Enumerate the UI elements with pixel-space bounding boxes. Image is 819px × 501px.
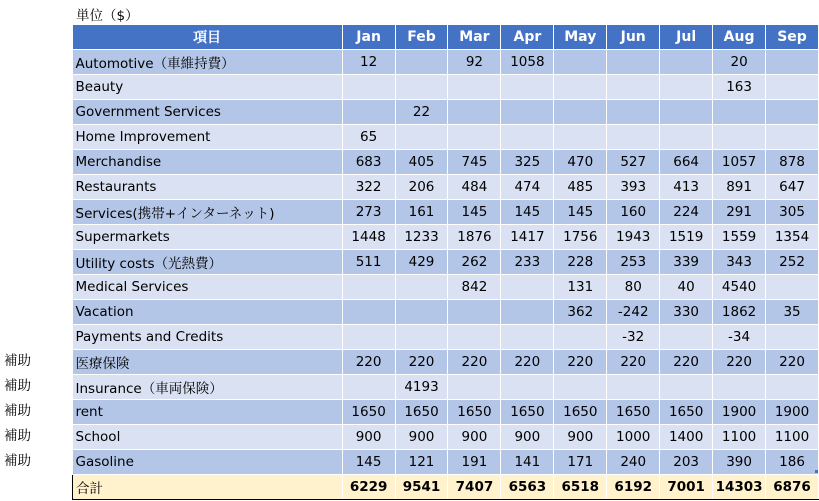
value-cell[interactable] [395,125,448,150]
value-cell[interactable]: 80 [607,275,660,300]
total-row [73,475,819,500]
value-cell[interactable]: 220 [766,350,819,375]
value-cell[interactable] [448,75,501,100]
side-label: 補助 [4,403,31,419]
value-cell[interactable] [342,325,395,350]
value-cell[interactable]: 228 [554,250,607,275]
value-cell[interactable]: 161 [395,200,448,225]
value-cell[interactable]: 1756 [554,225,607,250]
table-row [73,200,819,225]
row-label[interactable]: Insurance（車両保険） [73,375,343,400]
value-cell[interactable] [607,75,660,100]
value-cell[interactable]: 1876 [448,225,501,250]
value-cell[interactable]: 220 [554,350,607,375]
value-cell[interactable]: 474 [501,175,554,200]
value-cell[interactable]: 900 [448,425,501,450]
value-cell[interactable]: 405 [395,150,448,175]
value-cell[interactable]: 220 [501,350,554,375]
value-cell[interactable]: 390 [713,450,766,475]
total-cell[interactable]: 6518 [554,475,607,500]
value-cell[interactable]: 163 [713,75,766,100]
table-row [73,325,819,350]
value-cell[interactable]: 186 [766,450,819,475]
value-cell[interactable]: 1559 [713,225,766,250]
value-cell[interactable]: 1417 [501,225,554,250]
value-cell[interactable] [501,125,554,150]
value-cell[interactable]: 1862 [713,300,766,325]
value-cell[interactable]: 1943 [607,225,660,250]
side-label: 補助 [4,453,31,469]
value-cell[interactable]: 1650 [554,400,607,425]
value-cell[interactable]: 262 [448,250,501,275]
value-cell[interactable] [660,50,713,75]
value-cell[interactable]: 145 [342,450,395,475]
row-label[interactable]: Medical Services [73,275,343,300]
value-cell[interactable]: 92 [448,50,501,75]
total-cell[interactable]: 6563 [501,475,554,500]
value-cell[interactable] [766,325,819,350]
value-cell[interactable]: 1650 [448,400,501,425]
header-cell[interactable]: May [554,25,607,50]
value-cell[interactable] [395,325,448,350]
value-cell[interactable]: 4193 [395,375,448,400]
value-cell[interactable]: 842 [448,275,501,300]
value-cell[interactable]: 145 [448,200,501,225]
header-cell[interactable]: Jun [607,25,660,50]
row-label[interactable]: Supermarkets [73,225,343,250]
value-cell[interactable]: 141 [501,450,554,475]
value-cell[interactable] [607,375,660,400]
value-cell[interactable]: 220 [448,350,501,375]
row-label[interactable]: Automotive（車維持費） [73,50,343,75]
value-cell[interactable] [448,325,501,350]
value-cell[interactable]: 220 [713,350,766,375]
row-label[interactable]: Vacation [73,300,343,325]
header-cell[interactable]: Aug [713,25,766,50]
value-cell[interactable] [766,100,819,125]
value-cell[interactable]: 65 [342,125,395,150]
value-cell[interactable]: 40 [660,275,713,300]
value-cell[interactable]: 1058 [501,50,554,75]
side-label: 補助 [4,353,31,369]
value-cell[interactable] [554,375,607,400]
value-cell[interactable] [660,375,713,400]
value-cell[interactable]: 683 [342,150,395,175]
value-cell[interactable]: 131 [554,275,607,300]
header-row [73,25,819,50]
value-cell[interactable] [607,100,660,125]
value-cell[interactable]: 900 [554,425,607,450]
value-cell[interactable] [554,100,607,125]
header-cell[interactable]: Apr [501,25,554,50]
value-cell[interactable]: 330 [660,300,713,325]
total-cell[interactable]: 6876 [766,475,819,500]
value-cell[interactable] [501,75,554,100]
value-cell[interactable]: 305 [766,200,819,225]
value-cell[interactable] [660,100,713,125]
value-cell[interactable] [607,125,660,150]
value-cell[interactable] [607,50,660,75]
value-cell[interactable]: 900 [501,425,554,450]
value-cell[interactable]: 511 [342,250,395,275]
value-cell[interactable]: 1519 [660,225,713,250]
value-cell[interactable]: 220 [607,350,660,375]
table-row [73,75,819,100]
value-cell[interactable]: 171 [554,450,607,475]
total-cell[interactable]: 9541 [395,475,448,500]
side-label: 補助 [4,428,31,444]
value-cell[interactable] [766,125,819,150]
header-cell[interactable]: 項目 [73,25,343,50]
value-cell[interactable]: 252 [766,250,819,275]
row-label[interactable]: Beauty [73,75,343,100]
header-cell[interactable]: Mar [448,25,501,50]
value-cell[interactable] [660,125,713,150]
value-cell[interactable] [501,100,554,125]
value-cell[interactable]: 12 [342,50,395,75]
value-cell[interactable] [448,125,501,150]
value-cell[interactable]: 253 [607,250,660,275]
value-cell[interactable]: 1650 [501,400,554,425]
row-label[interactable]: Utility costs（光熱費） [73,250,343,275]
value-cell[interactable]: 1900 [766,400,819,425]
value-cell[interactable] [713,100,766,125]
value-cell[interactable]: 1650 [395,400,448,425]
autofill-handle[interactable] [815,470,818,473]
total-cell[interactable]: 7001 [660,475,713,500]
value-cell[interactable] [501,325,554,350]
value-cell[interactable] [448,375,501,400]
value-cell[interactable] [554,125,607,150]
value-cell[interactable]: 1448 [342,225,395,250]
header-cell[interactable]: Jul [660,25,713,50]
expense-table [72,25,819,500]
value-cell[interactable] [395,50,448,75]
table-row [73,125,819,150]
row-label[interactable]: Payments and Credits [73,325,343,350]
table-row [73,350,819,375]
value-cell[interactable] [395,275,448,300]
value-cell[interactable]: 1100 [713,425,766,450]
value-cell[interactable]: 1650 [607,400,660,425]
value-cell[interactable]: 291 [713,200,766,225]
row-label[interactable]: Government Services [73,100,343,125]
value-cell[interactable] [766,375,819,400]
table-row [73,375,819,400]
row-label[interactable]: Restaurants [73,175,343,200]
value-cell[interactable]: 1900 [713,400,766,425]
value-cell[interactable]: 878 [766,150,819,175]
value-cell[interactable]: 647 [766,175,819,200]
value-cell[interactable] [660,75,713,100]
table-row [73,300,819,325]
value-cell[interactable] [448,300,501,325]
total-cell[interactable]: 6192 [607,475,660,500]
value-cell[interactable] [501,275,554,300]
value-cell[interactable]: 343 [713,250,766,275]
value-cell[interactable]: 1057 [713,150,766,175]
row-label[interactable]: Home Improvement [73,125,343,150]
value-cell[interactable]: 1400 [660,425,713,450]
table-row [73,275,819,300]
value-cell[interactable] [342,100,395,125]
value-cell[interactable]: 20 [713,50,766,75]
total-cell[interactable]: 6229 [342,475,395,500]
value-cell[interactable] [554,50,607,75]
value-cell[interactable] [766,75,819,100]
row-label[interactable]: 医療保険 [73,350,343,375]
value-cell[interactable] [395,75,448,100]
value-cell[interactable] [448,100,501,125]
value-cell[interactable]: 224 [660,200,713,225]
table-row [73,50,819,75]
value-cell[interactable]: 273 [342,200,395,225]
value-cell[interactable]: 203 [660,450,713,475]
value-cell[interactable]: 1650 [342,400,395,425]
row-label[interactable]: rent [73,400,343,425]
value-cell[interactable]: 322 [342,175,395,200]
value-cell[interactable]: -32 [607,325,660,350]
value-cell[interactable] [342,275,395,300]
value-cell[interactable]: 362 [554,300,607,325]
side-labels [0,349,70,474]
row-label[interactable]: Gasoline [73,450,343,475]
value-cell[interactable] [713,125,766,150]
row-label[interactable]: Services(携帯+インターネット) [73,200,343,225]
value-cell[interactable]: 206 [395,175,448,200]
total-label[interactable]: 合計 [73,475,343,500]
value-cell[interactable]: 191 [448,450,501,475]
value-cell[interactable]: 233 [501,250,554,275]
table-row [73,225,819,250]
value-cell[interactable]: 220 [395,350,448,375]
value-cell[interactable]: 4540 [713,275,766,300]
value-cell[interactable]: 664 [660,150,713,175]
value-cell[interactable]: 429 [395,250,448,275]
value-cell[interactable]: 1354 [766,225,819,250]
value-cell[interactable]: 1100 [766,425,819,450]
value-cell[interactable] [342,75,395,100]
value-cell[interactable]: 339 [660,250,713,275]
value-cell[interactable]: 413 [660,175,713,200]
value-cell[interactable]: 900 [342,425,395,450]
value-cell[interactable]: 900 [395,425,448,450]
value-cell[interactable] [501,300,554,325]
value-cell[interactable]: 485 [554,175,607,200]
value-cell[interactable] [766,275,819,300]
value-cell[interactable] [554,325,607,350]
value-cell[interactable] [554,75,607,100]
value-cell[interactable]: 145 [554,200,607,225]
value-cell[interactable]: -242 [607,300,660,325]
value-cell[interactable]: 121 [395,450,448,475]
total-cell[interactable]: 14303 [713,475,766,500]
value-cell[interactable]: 160 [607,200,660,225]
value-cell[interactable]: 470 [554,150,607,175]
value-cell[interactable] [713,375,766,400]
row-label[interactable]: School [73,425,343,450]
value-cell[interactable]: 22 [395,100,448,125]
value-cell[interactable] [342,375,395,400]
value-cell[interactable]: 220 [342,350,395,375]
value-cell[interactable]: 1000 [607,425,660,450]
table-row [73,100,819,125]
row-label[interactable]: Merchandise [73,150,343,175]
value-cell[interactable]: 35 [766,300,819,325]
value-cell[interactable] [766,50,819,75]
value-cell[interactable] [342,300,395,325]
value-cell[interactable] [395,300,448,325]
table-row [73,175,819,200]
value-cell[interactable]: 325 [501,150,554,175]
value-cell[interactable] [660,325,713,350]
header-cell[interactable]: Feb [395,25,448,50]
header-cell[interactable]: Sep [766,25,819,50]
value-cell[interactable]: -34 [713,325,766,350]
table-row [73,250,819,275]
table-row [73,400,819,425]
value-cell[interactable]: 220 [660,350,713,375]
value-cell[interactable]: 527 [607,150,660,175]
value-cell[interactable]: 240 [607,450,660,475]
value-cell[interactable]: 393 [607,175,660,200]
value-cell[interactable]: 745 [448,150,501,175]
value-cell[interactable]: 484 [448,175,501,200]
value-cell[interactable]: 1650 [660,400,713,425]
unit-label: 単位（$） [76,8,139,24]
table-row [73,425,819,450]
table-row [73,450,819,475]
value-cell[interactable] [501,375,554,400]
value-cell[interactable]: 145 [501,200,554,225]
side-label: 補助 [4,378,31,394]
header-cell[interactable]: Jan [342,25,395,50]
value-cell[interactable]: 1233 [395,225,448,250]
value-cell[interactable]: 891 [713,175,766,200]
total-cell[interactable]: 7407 [448,475,501,500]
table-row [73,150,819,175]
